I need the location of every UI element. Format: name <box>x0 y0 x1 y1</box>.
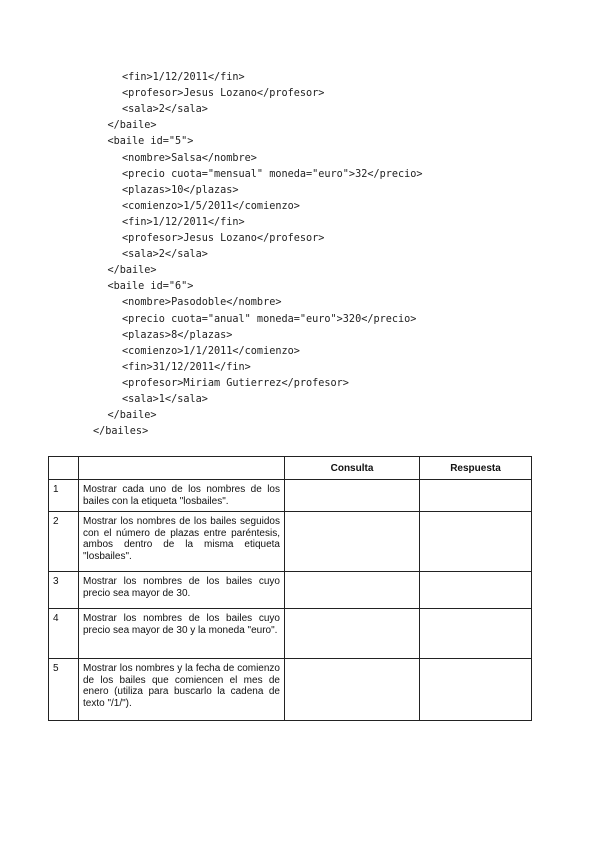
header-consulta: Consulta <box>285 457 420 480</box>
row-number: 3 <box>49 572 79 609</box>
row-description: Mostrar los nombres de los bailes cuyo precio sea mayor de 30. <box>79 572 285 609</box>
code-line: <sala>1</sala> <box>122 394 208 405</box>
respuesta-cell[interactable] <box>420 659 532 721</box>
code-line: <comienzo>1/1/2011</comienzo> <box>122 345 300 357</box>
row-number: 4 <box>49 609 79 659</box>
header-number <box>49 457 79 480</box>
code-line: <nombre>Salsa</nombre> <box>122 152 257 164</box>
code-line: </baile> <box>107 265 157 277</box>
code-line: <profesor>Miriam Gutierrez</profesor> <box>122 377 349 389</box>
respuesta-cell[interactable] <box>420 572 532 609</box>
header-respuesta: Respuesta <box>420 457 532 480</box>
code-line: <plazas>8</plazas> <box>122 329 233 341</box>
code-line: <profesor>Jesus Lozano</profesor> <box>122 88 325 100</box>
consulta-cell[interactable] <box>285 659 420 721</box>
table-header-row <box>49 457 532 480</box>
respuesta-cell[interactable] <box>420 480 532 512</box>
code-line: <sala>2</sala> <box>122 104 208 116</box>
row-number: 2 <box>49 512 79 572</box>
respuesta-cell[interactable] <box>420 609 532 659</box>
code-line: <sala>2</sala> <box>122 249 208 261</box>
row-number: 5 <box>49 659 79 721</box>
table-row <box>49 572 532 609</box>
table-row <box>49 659 532 721</box>
header-description <box>79 457 285 480</box>
code-line: </baile> <box>107 410 157 422</box>
queries-table <box>48 456 532 721</box>
code-line: <nombre>Pasodoble</nombre> <box>122 297 282 309</box>
consulta-cell[interactable] <box>285 572 420 609</box>
code-line: <fin>1/12/2011</fin> <box>122 216 245 228</box>
code-line: <precio cuota="mensual" moneda="euro">32</precio> <box>122 168 423 180</box>
code-line: <baile id="5"> <box>107 136 194 148</box>
table-row <box>49 480 532 512</box>
consulta-cell[interactable] <box>285 512 420 572</box>
code-line: <fin>31/12/2011</fin> <box>122 361 251 373</box>
code-line: <profesor>Jesus Lozano</profesor> <box>122 233 325 244</box>
row-description: Mostrar los nombres de los bailes seguidos con el número de plazas entre paréntesis, ambos dentro de la misma etiqueta "losbailes". <box>79 512 285 572</box>
code-line: </bailes> <box>93 426 149 438</box>
row-description: Mostrar cada uno de los nombres de los bailes con la etiqueta "losbailes". <box>79 480 285 512</box>
row-description: Mostrar los nombres y la fecha de comienzo de los bailes que comiencen el mes de enero (utiliza para buscarlo la cadena de texto "/1/"). <box>79 659 285 721</box>
code-line: </baile> <box>107 120 157 132</box>
code-line: <plazas>10</plazas> <box>122 184 239 196</box>
consulta-cell[interactable] <box>285 609 420 659</box>
code-line: <comienzo>1/5/2011</comienzo> <box>122 200 300 212</box>
respuesta-cell[interactable] <box>420 512 532 572</box>
table-row <box>49 609 532 659</box>
code-line: <baile id="6"> <box>107 281 194 293</box>
row-number: 1 <box>49 480 79 512</box>
code-line: <precio cuota="anual" moneda="euro">320</precio> <box>122 313 417 325</box>
table-row <box>49 512 532 572</box>
consulta-cell[interactable] <box>285 480 420 512</box>
row-description: Mostrar los nombres de los bailes cuyo precio sea mayor de 30 y la moneda "euro". <box>79 609 285 659</box>
code-line: <fin>1/12/2011</fin> <box>122 72 245 83</box>
